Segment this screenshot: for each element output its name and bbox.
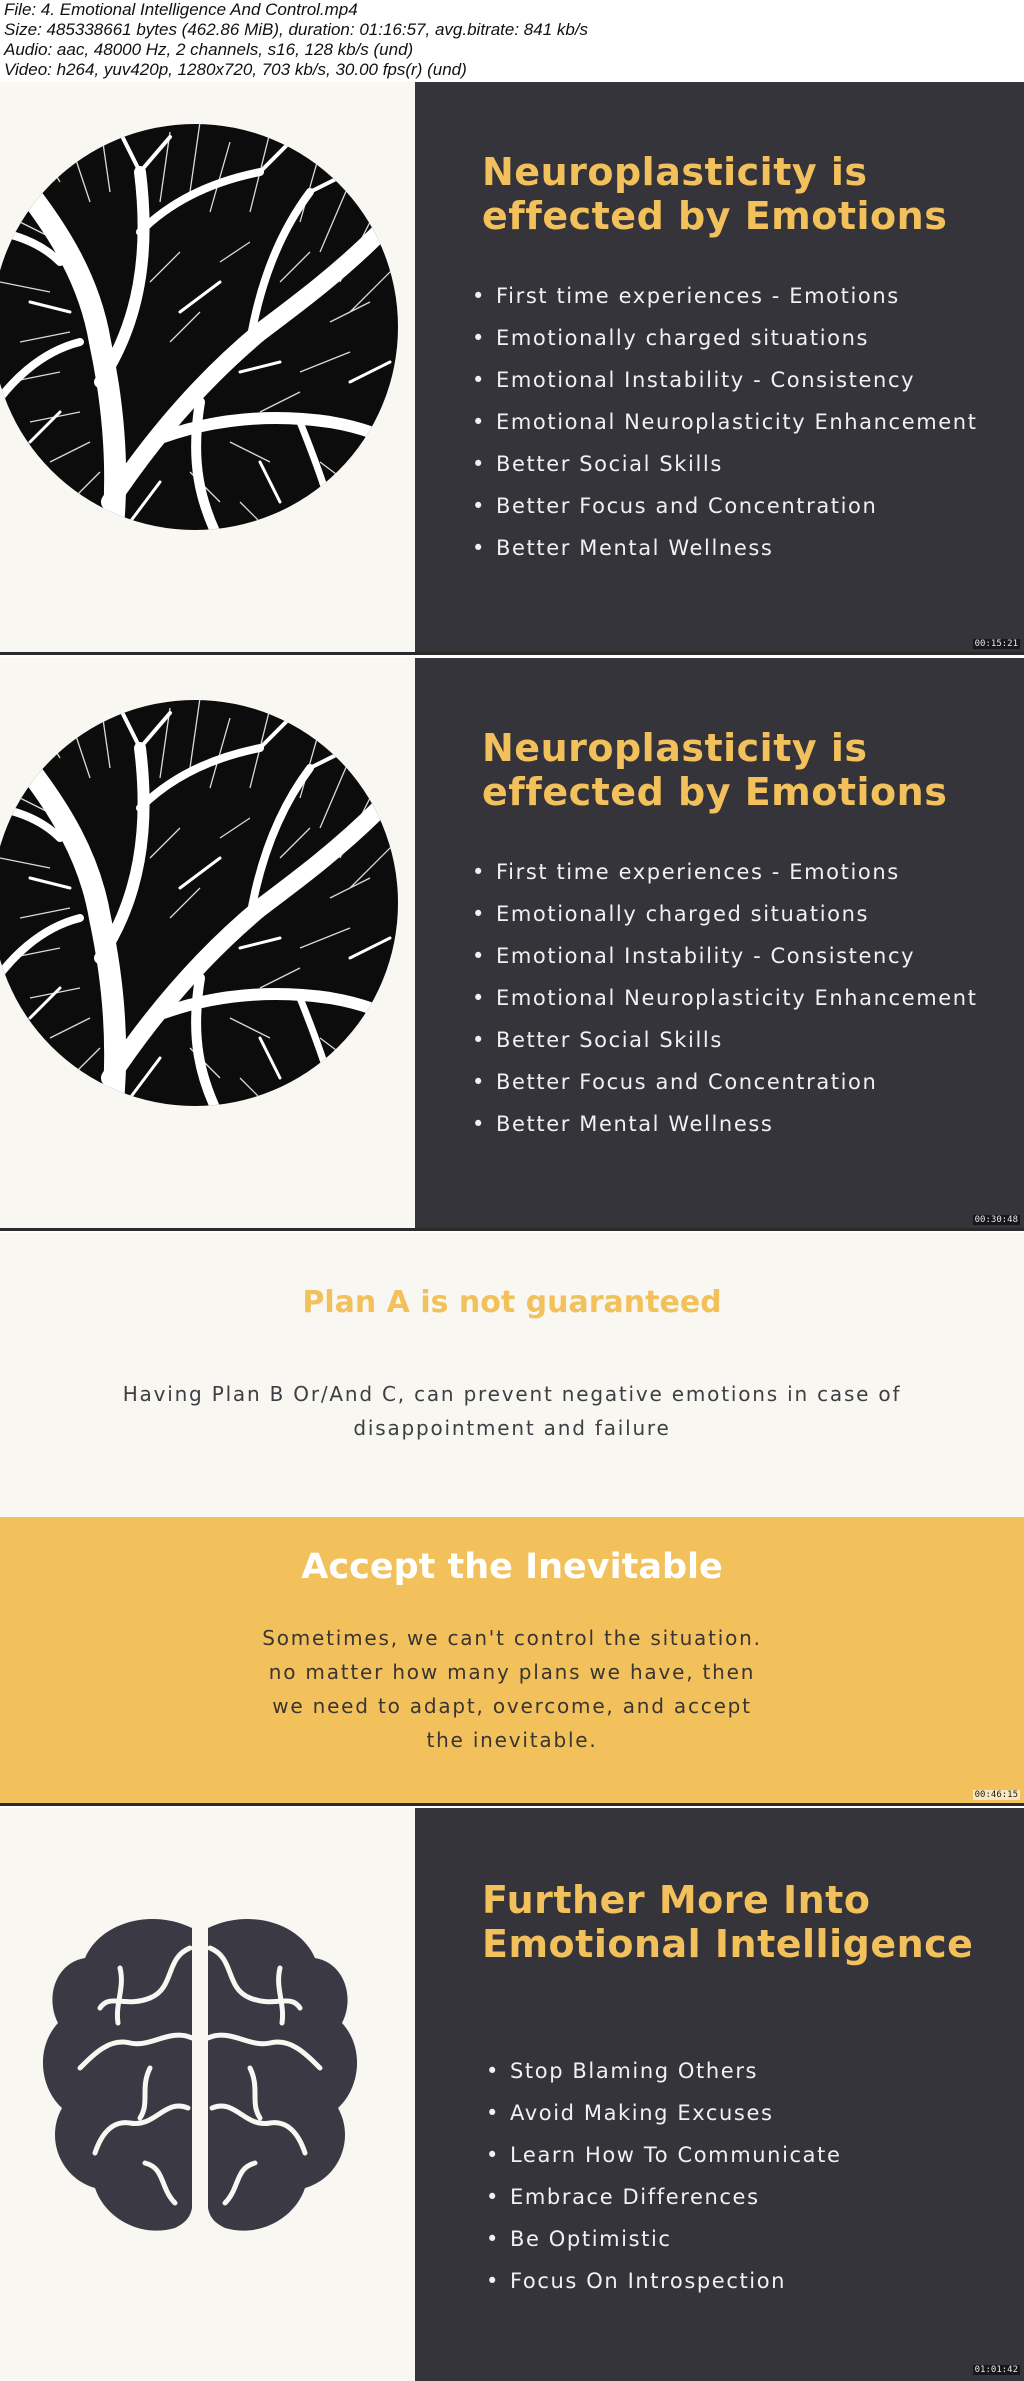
tree-image: [0, 658, 415, 1231]
list-item: • Stop Blaming Others: [486, 2050, 842, 2092]
top-section: [0, 1233, 1024, 1517]
audio-info-text: Audio: aac, 48000 Hz, 2 channels, s16, 128 kb/s (und): [4, 40, 414, 59]
list-item: • First time experiences - Emotions: [472, 275, 978, 317]
list-item: • First time experiences - Emotions: [472, 851, 978, 893]
list-item: • Emotional Instability - Consistency: [472, 359, 978, 401]
list-item: • Better Mental Wellness: [472, 1103, 978, 1145]
list-item: • Emotionally charged situations: [472, 893, 978, 935]
list-item: • Better Focus and Concentration: [472, 485, 978, 527]
plan-text: Having Plan B Or/And C, can prevent negative emotions in case of disappointment and failure: [122, 1382, 902, 1440]
bullet-list: [472, 275, 978, 569]
timestamp-badge: 00:30:48: [974, 1215, 1018, 1225]
timestamp-badge: 00:15:21: [974, 639, 1018, 649]
list-item: • Emotional Instability - Consistency: [472, 935, 978, 977]
frame-divider: [0, 1803, 1024, 1806]
slide-title: Further More Into Emotional Intelligence: [482, 1878, 974, 1966]
slide-title: Neuroplasticity is effected by Emotions: [482, 726, 948, 814]
frame-divider: [0, 1228, 1024, 1231]
video-info-text: Video: h264, yuv420p, 1280x720, 703 kb/s, 30.00 fps(r) (und): [4, 60, 467, 79]
video-frame-4: [0, 1808, 1024, 2381]
accept-heading: Accept the Inevitable: [301, 1547, 723, 1587]
file-name-text: File: 4. Emotional Intelligence And Control.mp4: [4, 0, 358, 19]
list-item: • Focus On Introspection: [486, 2260, 842, 2302]
timestamp-badge: 00:46:15: [974, 1790, 1018, 1800]
size-info-text: Size: 485338661 bytes (462.86 MiB), duration: 01:16:57, avg.bitrate: 841 kb/s: [4, 20, 589, 39]
slide-title: Neuroplasticity is effected by Emotions: [482, 150, 948, 238]
list-item: • Avoid Making Excuses: [486, 2092, 842, 2134]
list-item: • Better Social Skills: [472, 443, 978, 485]
video-frame-3: [0, 1233, 1024, 1806]
list-item: • Emotional Neuroplasticity Enhancement: [472, 401, 978, 443]
list-item: • Learn How To Communicate: [486, 2134, 842, 2176]
image-panel: [0, 658, 415, 1231]
list-item: • Embrace Differences: [486, 2176, 842, 2218]
video-frame-1: [0, 82, 1024, 655]
bullet-list: [486, 2050, 842, 2302]
list-item: • Better Mental Wellness: [472, 527, 978, 569]
tree-image: [0, 82, 415, 655]
list-item: • Better Focus and Concentration: [472, 1061, 978, 1103]
video-frame-2: [0, 658, 1024, 1231]
frame-divider: [0, 652, 1024, 655]
list-item: • Better Social Skills: [472, 1019, 978, 1061]
image-panel: [0, 1808, 415, 2381]
bullet-list: [472, 851, 978, 1145]
accept-text: Sometimes, we can't control the situation. no matter how many plans we have, then we need to adapt, overcome, and accept the inevitable.: [262, 1626, 762, 1752]
timestamp-badge: 01:01:42: [974, 2365, 1018, 2375]
video-info-header: [0, 0, 1024, 80]
brain-icon: [0, 1808, 415, 2381]
list-item: • Emotionally charged situations: [472, 317, 978, 359]
image-panel: [0, 82, 415, 655]
plan-heading: Plan A is not guaranteed: [302, 1285, 722, 1320]
list-item: • Be Optimistic: [486, 2218, 842, 2260]
list-item: • Emotional Neuroplasticity Enhancement: [472, 977, 978, 1019]
